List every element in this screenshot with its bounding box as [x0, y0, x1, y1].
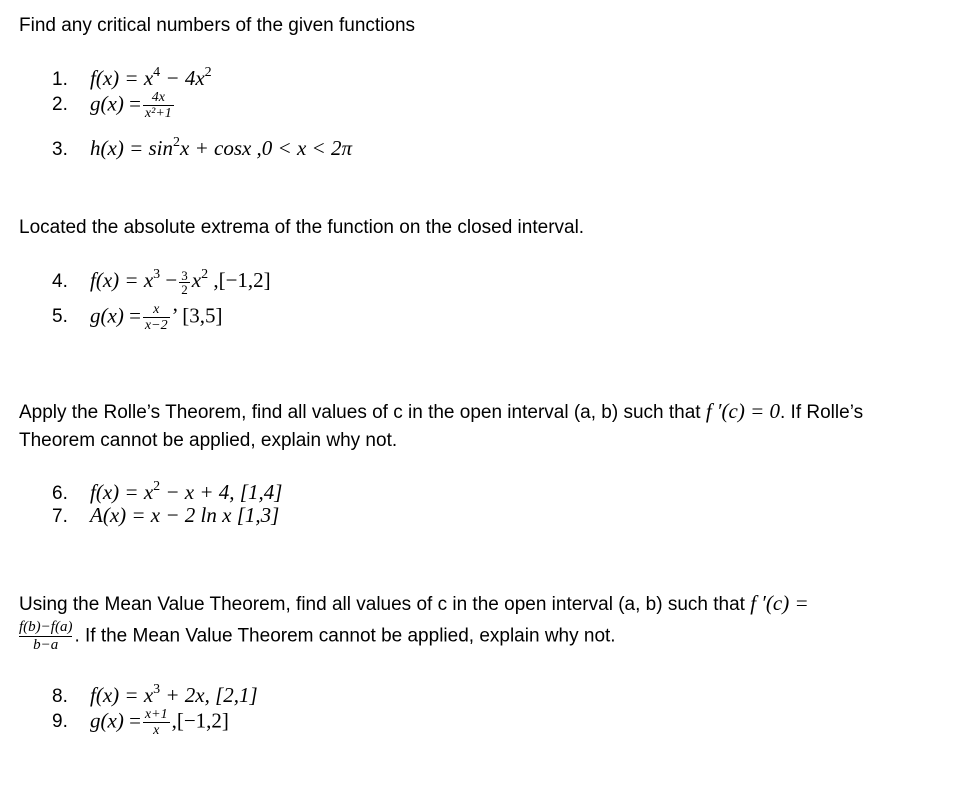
expression-part: x + cosx ,0 < x < 2π [180, 136, 352, 160]
exponent: 2 [204, 65, 212, 80]
fraction-numerator: 3 [181, 267, 188, 283]
heading-text: . If the Mean Value Theorem cannot be applied, explain why not. [74, 625, 616, 647]
exponent: 4 [153, 65, 161, 80]
problem-number: 4. [52, 271, 68, 292]
exponent: 3 [153, 267, 161, 282]
problem-2 [52, 90, 176, 121]
expression-part: ,[−1,2] [208, 268, 271, 292]
heading-text: Using the Mean Value Theorem, find all values of c in the open interval (a, b) such that [19, 594, 751, 615]
problem-5 [52, 302, 223, 333]
expression-part: = x [124, 268, 154, 292]
problem-number: 7. [52, 506, 68, 527]
fraction [143, 302, 170, 333]
problem-number: 6. [52, 483, 68, 504]
section-3-heading-line-2: Theorem cannot be applied, explain why not. [19, 430, 398, 451]
heading-text: . If Rolle’s [780, 402, 864, 423]
problem-9 [52, 707, 229, 738]
problem-number: 1. [52, 69, 68, 90]
fraction [179, 269, 190, 296]
interval: ’ [3,5] [171, 303, 223, 328]
expression-part: = sin [129, 136, 173, 160]
exponent: 3 [153, 682, 161, 697]
problem-8 [52, 677, 258, 710]
problem-number: 8. [52, 686, 68, 707]
equals-sign: = [129, 303, 141, 328]
fraction-denominator: x−2 [144, 318, 168, 333]
function-name: f(x) [90, 66, 120, 90]
problem-number: 5. [52, 306, 68, 328]
fraction-numerator: 4x [151, 90, 165, 105]
problem-1 [52, 60, 212, 93]
expression-part: − [160, 268, 178, 292]
fraction-denominator: 2 [181, 281, 188, 297]
heading-text: Apply the Rolle’s Theorem, find all values of c in the open interval (a, b) such that [19, 402, 706, 423]
problem-7 [52, 502, 279, 530]
equals-sign: = [129, 91, 141, 116]
expression-part: f(x) = x [90, 683, 154, 707]
function-name: g(x) [90, 91, 124, 116]
section-3-heading [19, 397, 863, 427]
heading-fraction [19, 619, 72, 654]
problem-number: 9. [52, 711, 68, 733]
expression-part: + 2x, [2,1] [160, 683, 258, 707]
expression-part: − 4x [160, 66, 205, 90]
expression-part: x [191, 268, 202, 292]
exponent: 2 [173, 135, 180, 150]
fraction-numerator: x+1 [144, 707, 168, 722]
section-1-heading: Find any critical numbers of the given functions [19, 15, 416, 36]
fraction [143, 90, 174, 121]
interval: ,[−1,2] [171, 708, 229, 733]
function-name: g(x) [90, 708, 124, 733]
problem-3 [52, 130, 352, 163]
function-name: g(x) [90, 303, 124, 328]
fraction-numerator: x [153, 302, 160, 317]
heading-math: f ′(c) = [750, 591, 809, 615]
fraction-numerator: f(b)−f(a) [19, 619, 73, 635]
expression-part: f(x) = x [90, 480, 154, 504]
section-2-heading: Located the absolute extrema of the function on the closed interval. [19, 217, 585, 238]
fraction-denominator: x²+1 [144, 106, 172, 121]
section-4-heading-line-2 [19, 619, 616, 654]
fraction [143, 707, 170, 738]
problem-number: 2. [52, 94, 68, 116]
exponent: 2 [201, 267, 209, 282]
expression-part: − x + 4, [1,4] [160, 480, 283, 504]
expression-part: = x [124, 66, 154, 90]
problem-number: 3. [52, 139, 68, 160]
fraction-denominator: x [143, 722, 170, 738]
equals-sign: = [129, 708, 141, 733]
section-4-heading [19, 589, 809, 619]
heading-math: f ′(c) = 0 [705, 399, 780, 423]
function-name: f(x) [90, 268, 120, 292]
problem-4 [52, 262, 271, 296]
exponent: 2 [153, 479, 161, 494]
expression-part: A(x) = x − 2 ln x [1,3] [90, 503, 280, 527]
function-name: h(x) [90, 136, 124, 160]
fraction-denominator: b−a [19, 636, 72, 654]
